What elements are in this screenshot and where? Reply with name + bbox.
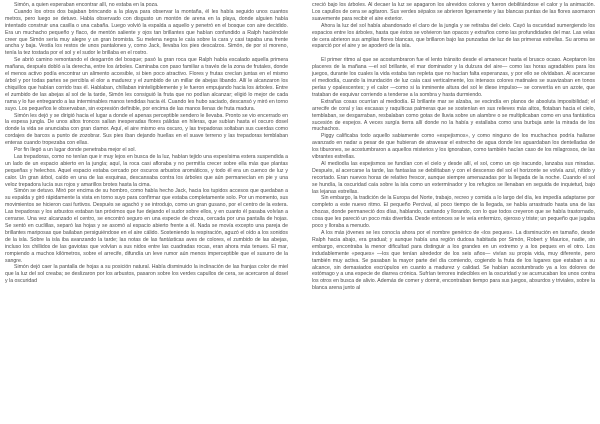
paragraph: Simón dejó caer la pantalla de hojas a su posición natural. Había disminuido la inclinación de las franjas color de miel que la luz del sol creaba; se deslizaron por los arbustos, pasaron sobre los verdes capullos de cera, se acercaron al dosel y la oscuridad: [5, 264, 288, 285]
paragraph: Simón, a quien esperaban encontrar allí, no estaba en la poza.: [14, 2, 159, 8]
paragraph: Extrañas cosas ocurrían al mediodía. El brillante mar se alzaba, se escindía en planos de absoluta imposibilidad; el arrecife de coral y las escasas y raquíticas palmeras que se sostenían en sus relieves más altos, flotaban hacia el cielo, temblaban, se desgarraban, resbalaban como gotas de lluvia sobre un alambre o se multiplicaban como en una fantástica sucesión de espejos. A veces surgía tierra allí donde no la había y estallaba como una burbuja ante la mirada de los muchachos.: [312, 98, 595, 133]
paragraph: Se abrió camino remontando el desgarrón del bosque; pasó la gran roca que Ralph había escalado aquella primera mañana, después dobló a la derecha, entre los árboles. Caminaba con paso familiar a través de la zona de frutales, donde el menos activo podía encontrar un alimento accesible, si bien poco atractivo. Flores y frutas crecían juntas en el mismo árbol y por todas partes se percibía el olor a madurez y el zumbido de un millar de abejas libando. Allí le alcanzaron los chiquillos que habían corrido tras él. Hablaban, chillaban ininteligiblemente y le fueron empujando hacia los árboles. Entre el zumbido de las abejas al sol de la tarde, Simón les consiguió la fruta que no podían alcanzar; eligió lo mejor de cada rama y lo fue entregando a las interminables manos tendidas hacia él. Cuando les hubo saciado, descansó y miró en torno suyo. Los pequeños le observaban, sin expresión definible, por encima de las manos llenas de fruta madura.: [5, 57, 288, 112]
paragraph: Sin embargo, la tradición de la Europa del Norte, trabajo, recreo y comida a lo largo del día, les impedía adaptarse por completo a este nuevo ritmo. El pequeño Percival, al poco tiempo de la llegada, se había arrastrado hasta una de las chozas, donde permaneció dos días, hablando, cantando y llorando, con lo que todos creyeron que se había trastornado, cosa que les pareció un poco más divertida. Desde entonces se le veía enfermizo, ojeroso y triste; un pequeño que jugaba poco y lloraba a menudo.: [312, 195, 595, 230]
paragraph: A los más jóvenes se les conocía ahora por el nombre genérico de «los peques». La disminución en tamaño, desde Ralph hacia abajo, era gradual; y aunque había una región dudosa habitada por Simón, Robert y Maurice, nadie, sin embargo, encontraba la menor dificultad para distinguir a los grandes en un extremo y a los peques en el otro. Los indudablemente «peques» —los que tenían alrededor de los seis años— vivían su propia vida, muy diferente, pero también muy activa. Se pasaban la mayor parte del día comiendo, cogiendo la fruta de los lugares que estaban a su alcance, sin demasiados escrúpulos en cuanto a madurez y calidad. Se habían acostumbrado ya a los dolores de estómago y a una especie de diarrea crónica. Sufrían terrores indecibles en la oscuridad y se acurrucaban los unos contra los otros en busca de alivio. Además de comer y dormir, encontraban tiempo para sus juegos, absurdos y triviales, sobre la blanca arena junto al: [312, 230, 595, 292]
paragraph: Piggy calificaba todo aquello sabiamente como «espejismos», y como ninguno de los muchachos podría hallarse avanzado en nadar a pesar de que hubieran de atravesar el estrecho de agua donde les aguardaban los dentelladas de los tiburones, se acostumbraron a aquellos misterios y los ignoraban, como también hacían caso de los milagrosos, de las vibrantes estrellas.: [312, 133, 595, 161]
paragraph: Al mediodía las espejismos se fundían con el cielo y desde allí, el sol, como un ojo iracundo, lanzaba sus miradas. Después, al acercarse la tarde, las fantasías se debilitaban y con el descenso del sol el horizonte se volvía azul, nítido y recortado. Eran nuevos horas de relativo frescor, aunque siempre amenazadas por la llegada de la noche. Cuando el sol se hundía, la oscuridad caía sobre la isla como un extermínador y los refugios se llenaban en seguida de inquietud, bajo las lejanas estrellas.: [312, 160, 595, 195]
paragraph: Simón se detuvo. Miró por encima de su hombro, como había hecho Jack, hacia los tupidos accesos que quedaban a su espalda y giró rápidamente la vista en torno suyo para confirmar que estaba completamente solo. Por un momento, sus movimientos se hicieron casi furtivos. Después se agachó y se introdujo, como un gran gusano, por el centro de la estera. Las trepadoras y los arbustos estaban tan próximos que fue dejando el sudor sobre ellos, y en cuanto él pasaba volvían a cerrarse. Una vez alcanzado el centro, se encontró seguro en una especie de choza, cercada por una pantalla de hojas. Se sentó en cuclillas, separó las hojas y se asomó al espacio abierto frente a él. Nada se movía excepto una pareja de brillantes mariposas que bailaban persiguiéndose en el aire cálido. Sosteniendo la respiración, aguzó el oído a los sonidos de la isla. Sobre la isla iba avanzando la tarde; las notas de las fantásticas aves de colores, el zumbido de las abejas, incluso los chillidos de las gaviotas que volvían a sus nidos entre las cuadradas rocas, eran ahora más tenues. El mar, rompiendo a muchos kilómetros, sobre el arrecife, difundía un leve rumor aún menos imperceptible que el susurro de la sangre.: [5, 188, 288, 264]
paragraph: Por fin llegó a un lugar donde penetraba mejor el sol.: [14, 147, 136, 154]
paragraph: creció bajo los árboles. Al decaer la luz se apagaron los alrevidos colores y fueron debilitándose el calor y la animación. Los capullos de cera se agitaron. Sus verdes sépalos se abrieron ligeramente y las blancas puntas de las flores asomaron suavemente para recibir el aire exterior.: [312, 2, 595, 22]
paragraph: El primer ritmo al que se acostumbraron fue el lento tránsito desde el amanecer hasta el brusco ocaso. Aceptaron los placeres de la mañana —el sol brillante, el mar dominador y la dulzura del aire— como las horas agradables para los juegos, durante los cuales la vida estaba tan repleta que no hacían falta esperanzas, y por ello se olvidaban. Al acercarse el mediodía, cuando la inundación de luz caía casi verticalmente, los intensos colores matinales se suavizaban en tonos perlas y opalescentes; y el calor —como si la inminente altura del sol le diese impulso— se convertía en un azote, que trataban de esquivar corriendo a tenderse a la sombra y hasta durmiendo.: [312, 57, 595, 98]
paragraph: Simón les dejó y se dirigió hacia el lugar a donde el apenas perceptible sendero le llevaba. Pronto se vio encerrado en la espesa jungla. De unos altos troncos salían inesperadas flores pálidas en hileras, que subían hasta el oscuro dosel donde la vida se anunciaba con gran clamor. Aquí, el aire mismo era oscuro, y las trepadoras soltaban sus cuerdas como cordajes de barcos a punto de zozobrar. Sus pies iban dejando huellas en el suave terreno y las trepadoras temblaban enteras cuando tropezaba con ellas.: [5, 112, 288, 147]
right-text-column: [312, 2, 595, 292]
left-text-column: [5, 2, 288, 285]
paragraph: Cuando los otros dos bajaban brincando a la playa para observar la montaña, él les había seguido unos cuantos metros, pero luego se detuvo. Había observado con disgusto un montón de arena en la playa, donde alguien había intentado construir una casilla o una cabaña. Luego volvió la espalda a aquello y penetró en el bosque con aire decidido. Era un muchacho pequeño y flaco, de mentón saliente y ojos tan brillantes que habían confundido a Ralph haciéndole creer que Simón sería muy alegre y un gran bromista. Su melena negra le caía sobre la cara y casi tapaba una frente ancha y baja. Vestía los restos de unos pantalones y, como Jack, llevaba los pies descalzos. Simón, de por sí moreno, tenía la tez tostada por el sol y el sudor le brillaba en el rostro.: [5, 8, 288, 57]
paragraph: Ahora la luz del sol había abandonado el claro de la jungla y se retiraba del cielo. Cayó la oscuridad sumergiendo los espacios entre los árboles, hasta que éstos se volvieron tan opacos y extraños como las profundidades del mar. Las velas de cera abrieron sus amplias flores blancas, que brillaron bajo las punzadas de luz de las primeras estrellas. Su aroma se esparció por el aire y se apoderó de la isla.: [312, 22, 595, 50]
paragraph: Las trepadoras, como no tenían que ir muy lejos en busca de la luz, habían tejido una espesísima estera suspendida a un lado de un espacio abierto en la jungla; aquí, la roca casi afloraba y no permitía crecer sobre ella más que plantas pequeñas y helechos. Aquel espacio estaba cercado por oscuros arbustos aromáticos, y todo él era un cuenco de luz y calor. Un gran árbol, caído en una de las esquinas, descansaba contra los árboles que aún permanecían en pie y una veloz trepadora lucía sus rojos y amarillos brotes hasta la cima.: [5, 153, 288, 188]
